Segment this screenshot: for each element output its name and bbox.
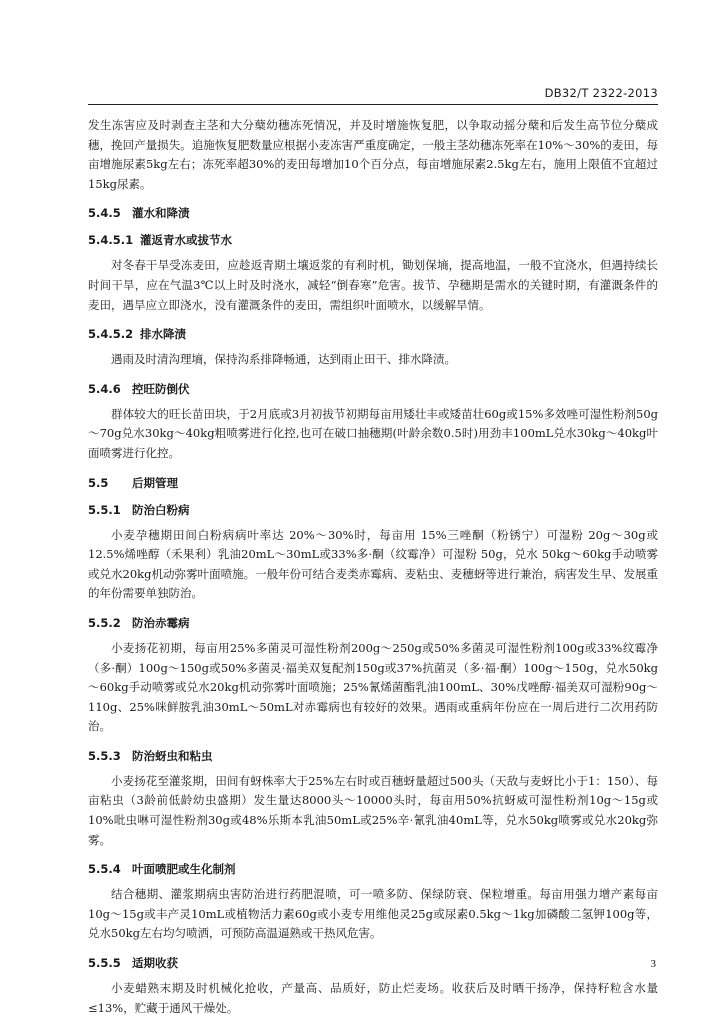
section-5-4-5-heading [88, 205, 658, 221]
section-title: 后期管理 [132, 475, 178, 490]
section-number: 5.4.5 [88, 206, 121, 221]
section-number: 5.5.3 [88, 748, 121, 763]
section-5-5-5-paragraph: 小麦蜡熟末期及时机械化抢收，产量高、品质好，防止烂麦场。收获后及时晒干扬净，保持籽粒含水量≤13%，贮藏于通风干燥处。 [88, 981, 658, 1015]
section-title: 排水降渍 [140, 327, 186, 342]
document-body [88, 116, 658, 1018]
section-title: 灌水和降渍 [132, 206, 190, 221]
section-title: 灌返青水或拔节水 [140, 233, 232, 248]
section-5-4-5-2-heading [88, 326, 658, 342]
section-number: 5.4.6 [88, 381, 121, 396]
section-number: 5.5 [88, 475, 109, 490]
section-number: 5.5.1 [88, 502, 121, 517]
section-title: 叶面喷肥或生化制剂 [132, 862, 236, 877]
page-number: 3 [650, 958, 656, 970]
section-title: 防治蚜虫和粘虫 [132, 748, 213, 763]
section-number: 5.4.5.1 [88, 233, 134, 248]
section-5-4-5-1-heading [88, 232, 658, 248]
section-5-4-6-paragraph: 群体较大的旺长苗田块，于2月底或3月初拔节初期每亩用矮壮丰或矮苗壮60g或15%多效唑可湿性粉剂50g～70g兑水30kg～40kg粗喷雾进行化控,也可在破口抽穗期(叶龄余数0.5时)用劲丰100mL兑水30kg～40kg叶面喷雾进行化控。 [88, 406, 658, 460]
intro-paragraph: 发生冻害应及时剥查主茎和大分蘖幼穗冻死情况，并及时增施恢复肥，以争取动摇分蘖和后发生高节位分蘖成穗，挽回产量损失。追施恢复肥数量应根据小麦冻害严重度确定，一般主茎幼穗冻死率在10%～30%的麦田，每亩增施尿素5kg左右；冻死率超30%的麦田每增加10个百分点，每亩增施尿素2.5kg左右，施用上限值不宜超过15kg尿素。 [88, 118, 658, 191]
section-title: 适期收获 [132, 956, 178, 971]
section-number: 5.5.5 [88, 956, 121, 971]
section-number: 5.5.2 [88, 615, 121, 630]
section-5-4-6-heading [88, 381, 658, 397]
section-5-5-4-paragraph: 结合穗期、灌浆期病虫害防治进行药肥混喷，可一喷多防、保绿防衰、保粒增重。每亩用强力增产素每亩10g～15g或丰产灵10mL或植物活力素60g或小麦专用维他灵25g或尿素0.5kg～1kg加磷酸二氢钾100g等，兑水50kg左右均匀喷洒，可预防高温逼熟或干热风危害。 [88, 887, 658, 941]
section-5-5-3-paragraph: 小麦扬花至灌浆期，田间有蚜株率大于25%左右时或百穗蚜量超过500头（天敌与麦蚜比小于1：150）、每亩粘虫（3龄前低龄幼虫盛期）发生量达8000头～10000头时，每亩用50%抗蚜威可湿性粉剂10g～15g或10%吡虫啉可湿性粉剂30g或48%乐斯本乳油50mL或25%辛·氰乳油40mL等，兑水50kg喷雾或兑水20kg弥雾。 [88, 773, 658, 847]
section-5-5-1-heading [88, 502, 658, 518]
section-5-5-heading [88, 475, 658, 491]
section-5-5-4-heading [88, 861, 658, 877]
section-5-5-1-paragraph: 小麦孕穗期田间白粉病病叶率达 20%～30%时，每亩用 15%三唑酮（粉锈宁）可湿粉 20g～30g或12.5%烯唑醇（禾果利）乳油20mL～30mL或33%多·酮（纹霉净）可湿粉 50g，兑水 50kg～60kg手动喷雾或兑水20kg机动弥雾叶面喷施。一般年份可结合麦类赤霉病、麦粘虫、麦穗蚜等进行兼治，病害发生早、发展重的年份需要单独防治。 [88, 527, 658, 601]
section-5-5-5-heading [88, 955, 658, 971]
section-5-5-2-heading [88, 615, 658, 631]
section-title: 防治白粉病 [132, 502, 190, 517]
section-5-4-5-1-paragraph: 对冬春干旱受冻麦田，应趁返青期土壤返浆的有利时机，锄划保墒，提高地温，一般不宜浇水，但遇持续长时间干旱，应在气温3℃以上时及时浇水，减轻“倒春寒”危害。拔节、孕穗期是需水的关键时期，有灌溉条件的麦田，遇旱应立即浇水，没有灌溉条件的麦田，需组织叶面喷水，以缓解旱情。 [88, 258, 658, 312]
section-number: 5.5.4 [88, 862, 121, 877]
section-number: 5.4.5.2 [88, 327, 134, 342]
section-5-5-2-paragraph: 小麦扬花初期，每亩用25%多菌灵可湿性粉剂200g～250g或50%多菌灵可湿性粉剂100g或33%纹霉净（多·酮）100g～150g或50%多菌灵·福美双复配剂150g或37%抗菌灵（多·福·酮）100g～150g，兑水50kg～60kg手动喷雾或兑水20kg机动弥雾叶面喷施；25%氰烯菌酯乳油100mL、30%戊唑醇·福美双可湿粉90g～110g、25%咪鲜胺乳油30mL～50mL对赤霉病也有较好的效果。遇雨或重病年份应在一周后进行二次用药防治。 [88, 640, 658, 734]
section-5-4-5-2-paragraph: 遇雨及时清沟理墒，保持沟系排降畅通，达到雨止田干、排水降渍。 [111, 352, 456, 367]
section-5-5-3-heading [88, 748, 658, 764]
document-code: DB32/T 2322-2013 [544, 86, 658, 100]
header-rule [88, 104, 658, 105]
section-title: 控旺防倒伏 [132, 381, 190, 396]
section-title: 防治赤霉病 [132, 615, 190, 630]
